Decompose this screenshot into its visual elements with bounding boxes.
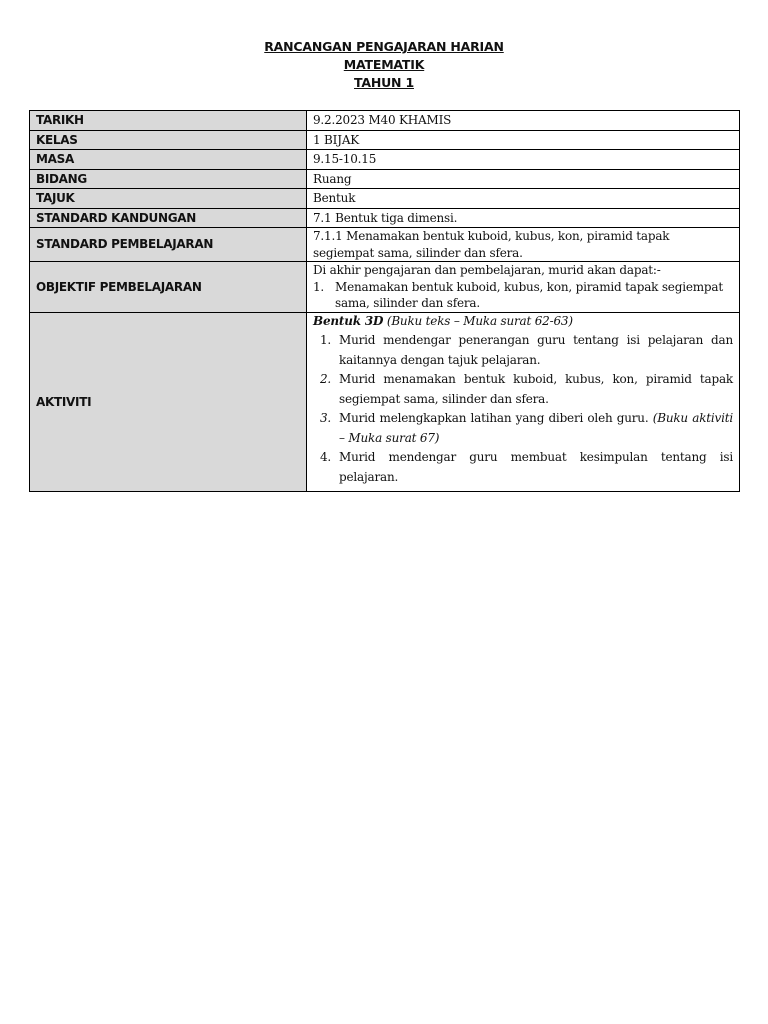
row-label: TARIKH [30, 111, 307, 131]
list-item-number: 2. [319, 372, 331, 386]
list-item [313, 331, 733, 370]
row-label: BIDANG [30, 169, 307, 189]
list-item-text [339, 331, 733, 370]
list-item [313, 448, 733, 487]
row-value: Ruang [307, 169, 740, 189]
activity-cell [307, 312, 740, 492]
list-item-body: Murid mendengar guru membuat kesimpulan tentang isi pelajaran. [339, 450, 733, 484]
objective-item [313, 279, 733, 312]
row-label: KELAS [30, 130, 307, 150]
table-row-bidang [30, 169, 740, 189]
list-item-number: 1. [319, 333, 331, 347]
row-value: 7.1.1 Menamakan bentuk kuboid, kubus, kon, piramid tapak segiempat sama, silinder dan sfera. [307, 228, 740, 262]
activity-heading [313, 313, 733, 330]
title-line-2: MATEMATIK [343, 57, 425, 72]
row-value: 9.2.2023 M40 KHAMIS [307, 111, 740, 131]
table-row-aktiviti [30, 312, 740, 492]
document-title [0, 38, 768, 92]
table-row-kelas [30, 130, 740, 150]
list-item-body: Murid menamakan bentuk kuboid, kubus, kon, piramid tapak segiempat sama, silinder dan sfera. [339, 372, 733, 406]
list-item-reference: (Buku aktiviti – Muka surat 67) [339, 411, 733, 445]
title-line-1: RANCANGAN PENGAJARAN HARIAN [264, 39, 504, 54]
row-value: 1 BIJAK [307, 130, 740, 150]
list-item-text [339, 409, 733, 448]
row-value: 9.15-10.15 [307, 150, 740, 170]
activity-heading-title: Bentuk 3D [313, 313, 384, 328]
row-label: STANDARD KANDUNGAN [30, 208, 307, 228]
lesson-plan-table [29, 110, 740, 492]
table-row-tajuk [30, 189, 740, 209]
activity-list [313, 331, 733, 487]
objective-item-text: Menamakan bentuk kuboid, kubus, kon, piramid tapak segiempat sama, silinder dan sfera. [335, 279, 723, 310]
row-value: 7.1 Bentuk tiga dimensi. [307, 208, 740, 228]
row-label: AKTIVITI [30, 312, 307, 492]
objective-cell [307, 262, 740, 313]
list-item-body: Murid mendengar penerangan guru tentang isi pelajaran dan kaitannya dengan tajuk pelajaran. [339, 333, 733, 367]
row-label: STANDARD PEMBELAJARAN [30, 228, 307, 262]
row-label: OBJEKTIF PEMBELAJARAN [30, 262, 307, 313]
list-item [313, 409, 733, 448]
table-row-standard-kandungan [30, 208, 740, 228]
list-item-text [339, 370, 733, 409]
title-line-3: TAHUN 1 [354, 75, 414, 90]
objective-item-number: 1. [313, 279, 325, 294]
list-item [313, 370, 733, 409]
table-row-masa [30, 150, 740, 170]
table-row-standard-pembelajaran [30, 228, 740, 262]
activity-heading-reference: (Buku teks – Muka surat 62-63) [383, 313, 573, 328]
objective-intro: Di akhir pengajaran dan pembelajaran, murid akan dapat:- [313, 263, 661, 277]
table-row-objektif [30, 262, 740, 313]
list-item-number: 4. [319, 450, 331, 464]
list-item-body: Murid melengkapkan latihan yang diberi oleh guru. [339, 411, 653, 425]
row-label: TAJUK [30, 189, 307, 209]
list-item-number: 3. [319, 411, 331, 425]
row-value: Bentuk [307, 189, 740, 209]
table-row-tarikh [30, 111, 740, 131]
list-item-text [339, 448, 733, 487]
row-label: MASA [30, 150, 307, 170]
